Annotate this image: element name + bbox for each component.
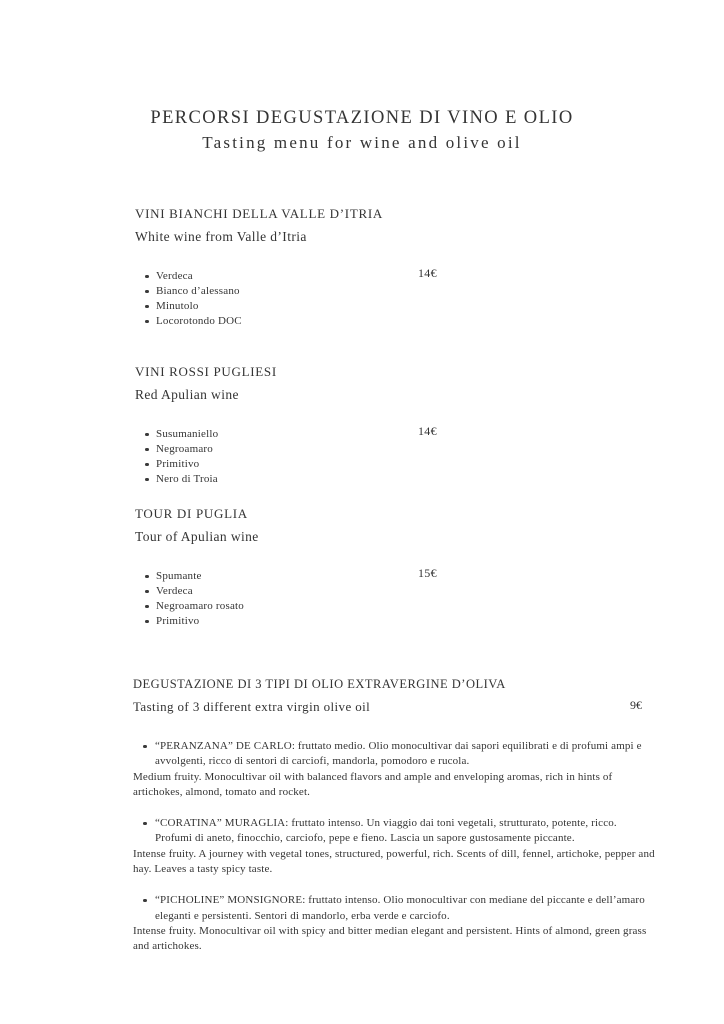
oil-description-english: Intense fruity. A journey with vegetal tones, structured, powerful, rich. Scents of dill, fennel, artichoke, pepper and hay. Leaves a tasty spicy taste. (133, 847, 655, 876)
wine-list-item: Minutolo (145, 299, 555, 314)
wine-list-item: Primitivo (145, 614, 555, 629)
oil-description-english: Intense fruity. Monocultivar oil with spicy and bitter median elegant and persistent. Hints of almond, green grass and artichokes. (133, 924, 647, 953)
wine-list (145, 269, 555, 329)
wine-list-item: Verdeca (145, 269, 555, 284)
section-heading-italian: TOUR DI PUGLIA (135, 506, 248, 521)
section-heading-italian: VINI ROSSI PUGLIESI (135, 364, 277, 379)
oil-item (133, 893, 655, 954)
section-heading-english: Red Apulian wine (135, 387, 239, 402)
price-label: 14€ (418, 266, 437, 280)
wine-list-item: Verdeca (145, 584, 555, 599)
section-red-wines (135, 364, 555, 487)
oil-item (133, 816, 655, 877)
section-tour-of-puglia (135, 506, 555, 629)
wine-list-item: Negroamaro (145, 442, 555, 457)
section-olive-oil-tasting (133, 676, 655, 971)
price-label: 14€ (418, 424, 437, 438)
section-heading-english: Tour of Apulian wine (135, 529, 259, 544)
price-label: 9€ (630, 698, 642, 712)
oil-item (133, 739, 655, 800)
oil-description-english: Medium fruity. Monocultivar oil with balanced flavors and ample and enveloping aromas, rich in hints of artichokes, almond, tomato and rocket. (133, 770, 613, 798)
section-white-wines (135, 206, 555, 329)
oil-description-italian: “PERANZANA” DE CARLO: fruttato medio. Olio monocultivar dai sapori equilibrati e di profumi ampi e avvolgenti, ricco di sentori di carciofi, mandorla, pomodoro e rucola. (133, 739, 655, 770)
wine-list-item: Bianco d’alessano (145, 284, 555, 299)
section-heading-english: Tasting of 3 different extra virgin olive oil (133, 699, 371, 714)
price-label: 15€ (418, 566, 437, 580)
wine-list-item: Susumaniello (145, 427, 555, 442)
wine-list-item: Locorotondo DOC (145, 314, 555, 329)
wine-list-item: Spumante (145, 569, 555, 584)
oil-description-italian: “CORATINA” MURAGLIA: fruttato intenso. Un viaggio dai toni vegetali, strutturato, potente, ricco. Profumi di aneto, finocchio, carciofo, pepe e fieno. Lascia un sapore gustosamente piccante. (133, 816, 655, 847)
menu-title-italian: PERCORSI DEGUSTAZIONE DI VINO E OLIO (150, 108, 574, 128)
oil-items-list (133, 739, 655, 955)
wine-list (145, 427, 555, 487)
wine-list-item: Primitivo (145, 457, 555, 472)
menu-title-english: Tasting menu for wine and olive oil (202, 133, 522, 152)
section-heading-italian: VINI BIANCHI DELLA VALLE D’ITRIA (135, 206, 383, 221)
wine-list-item: Nero di Troia (145, 472, 555, 487)
wine-list (145, 569, 555, 629)
section-heading-italian: DEGUSTAZIONE DI 3 TIPI DI OLIO EXTRAVERGINE D’OLIVA (133, 677, 506, 691)
section-heading-english: White wine from Valle d’Itria (135, 229, 307, 244)
wine-list-item: Negroamaro rosato (145, 599, 555, 614)
oil-description-italian: “PICHOLINE” MONSIGNORE: fruttato intenso. Olio monocultivar con mediane del piccante e dell’amaro eleganti e persistenti. Sentori di mandorlo, erba verde e carciofo. (133, 893, 655, 924)
